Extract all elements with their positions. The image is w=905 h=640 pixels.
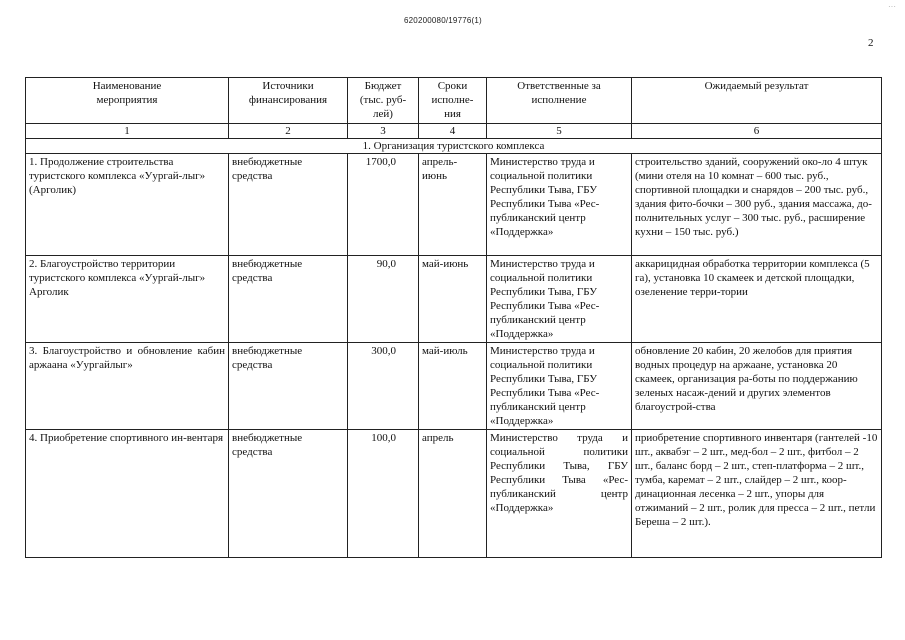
budget-value: 1700,0: [348, 154, 419, 256]
expected-result: приобретение спортивного инвентаря (гантелей -10 шт., аквабэг – 2 шт., мед-бол – 2 шт., фитбол – 2 шт., баланс борд – 2 шт., степ-платформа – 2 шт., тумба, каремат – 2 шт., слайдер – 2 шт., коор-динационная лесенка – 2 шт., упоры для отжиманий – 2 шт., ролик для пресса – 2 шт., петли Береша – 2 шт.).: [632, 430, 882, 558]
responsible-party: Министерство труда и социальной политики Республики Тыва, ГБУ Республики Тыва «Рес-публиканский центр «Поддержка»: [487, 343, 632, 430]
table-row: [26, 256, 882, 343]
table-row: [26, 343, 882, 430]
budget-value: 300,0: [348, 343, 419, 430]
header-source: Источники финансирования: [229, 78, 348, 124]
header-row: [26, 78, 882, 124]
funding-source: внебюджетные средства: [229, 154, 348, 256]
table-row: [26, 430, 882, 558]
responsible-party: Министерство труда и социальной политики Республики Тыва, ГБУ Республики Тыва «Рес-публиканский центр «Поддержка»: [487, 430, 632, 558]
column-number-row: [26, 124, 882, 139]
header-responsible: Ответственные за исполнение: [487, 78, 632, 124]
section-row: [26, 139, 882, 154]
document-id: 620200080/19776(1): [404, 16, 482, 25]
funding-source: внебюджетные средства: [229, 256, 348, 343]
funding-source: внебюджетные средства: [229, 430, 348, 558]
header-name: Наименование мероприятия: [26, 78, 229, 124]
column-number: 6: [632, 124, 882, 139]
funding-source: внебюджетные средства: [229, 343, 348, 430]
activity-name: 3. Благоустройство и обновление кабин аржаана «Уургайлыг»: [26, 343, 229, 430]
term-value: май-июнь: [419, 256, 487, 343]
expected-result: аккарицидная обработка территории комплекса (5 га), установка 10 скамеек и детской площадки, озеленение терри-тории: [632, 256, 882, 343]
header-result: Ожидаемый результат: [632, 78, 882, 124]
term-value: апрель- июнь: [419, 154, 487, 256]
term-value: май-июль: [419, 343, 487, 430]
table-row: [26, 154, 882, 256]
column-number: 2: [229, 124, 348, 139]
activity-name: 1. Продолжение строительства туристского комплекса «Уургай-лыг» (Арголик): [26, 154, 229, 256]
budget-value: 100,0: [348, 430, 419, 558]
header-budget: Бюджет (тыс. руб- лей): [348, 78, 419, 124]
budget-value: 90,0: [348, 256, 419, 343]
activity-name: 4. Приобретение спортивного ин-вентаря: [26, 430, 229, 558]
activity-table: [25, 77, 882, 558]
column-number: 4: [419, 124, 487, 139]
activity-name: 2. Благоустройство территории туристского комплекса «Уургай-лыг» Арголик: [26, 256, 229, 343]
header-term: Сроки исполне- ния: [419, 78, 487, 124]
term-value: апрель: [419, 430, 487, 558]
responsible-party: Министерство труда и социальной политики Республики Тыва, ГБУ Республики Тыва «Рес-публиканский центр «Поддержка»: [487, 256, 632, 343]
corner-mark: ···: [888, 2, 896, 11]
expected-result: обновление 20 кабин, 20 желобов для приятия водных процедур на аржаане, установка 20 скамеек, организация ра-боты по поддержанию зеленых насаж-дений и других элементов благоустрой-ства: [632, 343, 882, 430]
responsible-party: Министерство труда и социальной политики Республики Тыва, ГБУ Республики Тыва «Рес-публиканский центр «Поддержка»: [487, 154, 632, 256]
page-number: 2: [868, 37, 874, 49]
expected-result: строительство зданий, сооружений око-ло 4 штук (мини отеля на 10 комнат – 600 тыс. руб., спортивной площадки и снарядов – 200 тыс. руб., здания фито-бочки – 300 руб., здания массажа, до-полнительных услуг – 300 тыс. руб., расширение кухни – 150 тыс. руб.): [632, 154, 882, 256]
column-number: 1: [26, 124, 229, 139]
column-number: 3: [348, 124, 419, 139]
section-title: 1. Организация туристского комплекса: [26, 139, 882, 154]
column-number: 5: [487, 124, 632, 139]
